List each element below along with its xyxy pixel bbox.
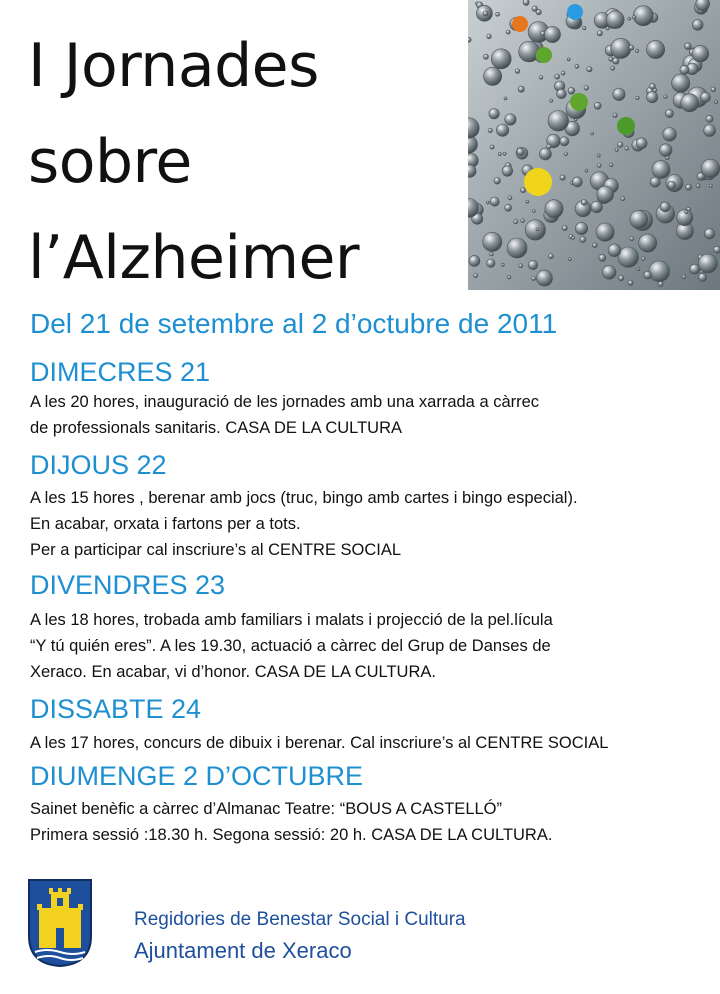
footer xyxy=(134,906,466,968)
water-drop xyxy=(647,92,658,103)
water-drop xyxy=(525,220,545,240)
footer-line-2: Ajuntament de Xeraco xyxy=(134,938,352,963)
water-drop xyxy=(575,64,579,68)
water-drop xyxy=(636,138,647,149)
water-drop xyxy=(608,244,621,257)
water-drop xyxy=(523,0,529,5)
water-drop xyxy=(550,99,553,102)
water-drop xyxy=(692,20,703,31)
water-drop xyxy=(701,159,720,178)
water-drop xyxy=(597,154,600,157)
water-drop xyxy=(709,184,712,187)
water-drop xyxy=(602,265,616,279)
water-drop xyxy=(521,219,525,223)
water-drop xyxy=(572,236,575,239)
event-1-line-1: A les 20 hores, inauguració de les jornades amb una xarrada a càrrec xyxy=(30,393,540,411)
water-drop xyxy=(487,34,492,39)
water-drop xyxy=(562,226,567,231)
water-drop xyxy=(575,222,587,234)
water-drop xyxy=(560,175,565,180)
water-drop xyxy=(483,11,488,16)
water-drop xyxy=(615,148,618,151)
water-drop xyxy=(489,109,499,119)
event-2-description xyxy=(30,485,578,563)
water-drop xyxy=(583,26,586,29)
water-drop xyxy=(519,264,523,268)
water-drop xyxy=(521,188,526,193)
event-5-description xyxy=(30,796,552,848)
water-drop xyxy=(633,6,653,26)
event-4-line-1: A les 17 hores, concurs de dibuix i berenar. Cal inscriure’s al CENTRE SOCIAL xyxy=(30,734,609,752)
water-drop xyxy=(581,200,587,206)
event-day-4: DISSABTE 24 xyxy=(30,694,202,724)
water-drop xyxy=(686,184,692,190)
event-2-line-1: A les 15 hores , berenar amb jocs (truc, bingo amb cartes i bingo especial). xyxy=(30,489,578,507)
water-drop xyxy=(611,66,615,70)
event-2-line-3: Per a participar cal inscriure’s al CENTRE SOCIAL xyxy=(30,541,402,559)
water-drop xyxy=(539,148,551,160)
water-drop xyxy=(647,40,665,58)
water-drop xyxy=(637,268,640,271)
water-drop xyxy=(488,128,492,132)
water-drop xyxy=(501,263,504,266)
water-drop xyxy=(518,86,524,92)
water-drop xyxy=(484,67,502,85)
water-drop xyxy=(635,49,638,52)
water-drop xyxy=(621,197,625,201)
water-drop xyxy=(650,177,660,187)
water-drop xyxy=(587,67,592,72)
event-3-line-1: A les 18 hores, trobada amb familiars i malats i projecció de la pel.lícula xyxy=(30,611,553,629)
water-drop xyxy=(619,275,624,280)
water-drop xyxy=(544,26,560,42)
water-drop xyxy=(644,271,652,279)
water-drop xyxy=(636,96,639,99)
water-drop xyxy=(714,246,720,253)
water-drop xyxy=(494,178,501,185)
water-drop xyxy=(496,124,508,136)
water-drop xyxy=(568,87,575,94)
water-drop xyxy=(642,257,646,261)
water-drop xyxy=(692,45,709,62)
water-drop xyxy=(548,254,553,259)
water-drop xyxy=(659,144,672,157)
water-drop xyxy=(547,144,552,149)
water-drop xyxy=(696,184,700,188)
water-drop xyxy=(504,97,507,100)
water-drop xyxy=(564,152,568,156)
water-drop xyxy=(532,277,536,281)
water-drop xyxy=(483,54,488,59)
water-drop xyxy=(503,152,506,155)
water-drop xyxy=(568,258,571,261)
water-drop xyxy=(572,177,582,187)
water-drop xyxy=(537,270,553,286)
footer-line-1: Regidories de Benestar Social i Cultura xyxy=(134,909,466,930)
water-drop xyxy=(561,71,565,75)
water-drop xyxy=(613,58,619,64)
water-drop xyxy=(560,137,569,146)
water-drop xyxy=(580,237,586,243)
water-drop xyxy=(502,166,513,177)
water-drop xyxy=(539,76,543,80)
water-drop xyxy=(508,276,511,279)
water-drop xyxy=(597,186,614,203)
water-drop xyxy=(628,17,631,20)
water-drop xyxy=(685,211,688,214)
water-drop xyxy=(618,142,624,148)
water-drop xyxy=(680,65,689,74)
water-drop xyxy=(506,30,510,34)
event-day-2: DIJOUS 22 xyxy=(30,450,167,480)
water-drop xyxy=(698,273,706,281)
water-drop xyxy=(625,147,629,151)
event-5-line-1: Sainet benèfic a càrrec d’Almanac Teatre: “BOUS A CASTELLÓ” xyxy=(30,800,502,818)
water-drop xyxy=(508,196,512,200)
water-drop xyxy=(632,16,635,19)
water-drop xyxy=(528,260,537,269)
water-drop xyxy=(498,153,501,156)
water-drop xyxy=(505,114,516,125)
water-drop xyxy=(698,254,717,273)
water-drop xyxy=(606,11,624,29)
event-day-5: DIUMENGE 2 D’OCTUBRE xyxy=(30,761,364,791)
water-drop xyxy=(536,228,539,231)
green-drop-3 xyxy=(617,117,635,135)
water-drop xyxy=(526,200,529,203)
water-drop xyxy=(664,95,668,99)
title-line-2: sobre xyxy=(28,127,192,197)
water-drop xyxy=(532,210,535,213)
water-drop xyxy=(628,280,633,285)
water-drop xyxy=(714,100,717,103)
event-1-line-2: de professionals sanitaris. CASA DE LA CULTURA xyxy=(30,419,403,437)
blue-drop xyxy=(567,4,583,20)
water-drop xyxy=(505,204,512,211)
water-drops-image xyxy=(468,0,720,290)
water-drop xyxy=(594,102,601,109)
town-crest-icon xyxy=(27,878,93,968)
water-drop xyxy=(660,202,670,212)
water-drop xyxy=(665,109,673,117)
water-drop xyxy=(682,275,686,279)
water-drop xyxy=(701,92,711,102)
green-drop-2 xyxy=(570,93,588,111)
water-drop xyxy=(585,169,588,172)
water-drop xyxy=(591,132,594,135)
water-drop xyxy=(672,74,690,92)
water-drop xyxy=(474,274,478,278)
water-drop xyxy=(514,220,518,224)
water-drop xyxy=(507,238,527,258)
water-drop xyxy=(584,86,589,91)
water-drop xyxy=(515,69,520,74)
event-1-description xyxy=(30,389,539,441)
water-drop xyxy=(596,223,614,241)
water-drop xyxy=(555,74,560,79)
water-drop xyxy=(681,94,699,112)
water-drop xyxy=(468,37,471,42)
event-day-1: DIMECRES 21 xyxy=(30,357,211,387)
water-drop xyxy=(639,234,657,252)
water-drop xyxy=(532,6,538,12)
water-drop xyxy=(597,164,601,168)
event-day-3: DIVENDRES 23 xyxy=(30,570,226,600)
water-drop xyxy=(652,161,670,179)
water-drop xyxy=(610,163,614,167)
water-drop xyxy=(611,38,631,58)
water-drop xyxy=(490,145,494,149)
water-drop xyxy=(630,237,634,241)
water-drop xyxy=(704,229,714,239)
water-drop xyxy=(630,210,648,228)
event-3-description xyxy=(30,607,553,685)
yellow-drop xyxy=(524,168,552,196)
water-drop xyxy=(685,43,692,50)
poster-title xyxy=(28,18,359,306)
orange-drop xyxy=(512,16,528,32)
title-line-1: I Jornades xyxy=(28,31,319,101)
water-drop xyxy=(545,200,563,218)
water-drop xyxy=(613,88,625,100)
water-drop xyxy=(597,31,602,36)
event-dates: Del 21 de setembre al 2 d’octubre de 2011 xyxy=(30,308,558,339)
water-drop xyxy=(711,87,716,92)
water-drop xyxy=(592,243,597,248)
water-drop xyxy=(704,125,716,137)
water-drop xyxy=(690,264,700,274)
water-drop xyxy=(599,254,606,261)
water-drop xyxy=(490,197,499,206)
green-drop-1 xyxy=(536,47,552,63)
water-drop xyxy=(490,252,494,256)
water-drop xyxy=(696,0,710,11)
water-drop xyxy=(557,89,567,99)
water-drop xyxy=(629,45,634,50)
water-drop xyxy=(650,83,656,89)
event-5-line-2: Primera sessió :18.30 h. Segona sessió: 20 h. CASA DE LA CULTURA. xyxy=(30,826,553,844)
water-drop xyxy=(487,259,495,267)
water-drop xyxy=(483,232,502,251)
water-drop xyxy=(486,201,489,204)
title-line-3: l’Alzheimer xyxy=(28,223,360,293)
water-drop xyxy=(663,128,677,142)
water-drop xyxy=(649,261,670,282)
event-4-description xyxy=(30,730,608,756)
water-drop xyxy=(517,148,524,155)
water-drop xyxy=(706,115,713,122)
water-drop xyxy=(668,181,676,189)
event-2-line-2: En acabar, orxata i fartons per a tots. xyxy=(30,515,301,533)
water-drop xyxy=(567,58,570,61)
water-drop xyxy=(491,49,511,69)
water-drop xyxy=(658,281,663,286)
water-drop xyxy=(469,255,480,266)
event-3-line-2: “Y tú quién eres”. A les 19.30, actuació a càrrec del Grup de Danses de xyxy=(30,637,551,655)
event-3-line-3: Xeraco. En acabar, vi d’honor. CASA DE LA CULTURA. xyxy=(30,663,436,681)
water-drop xyxy=(548,111,569,132)
water-drop xyxy=(496,12,500,16)
water-drop xyxy=(613,113,617,117)
